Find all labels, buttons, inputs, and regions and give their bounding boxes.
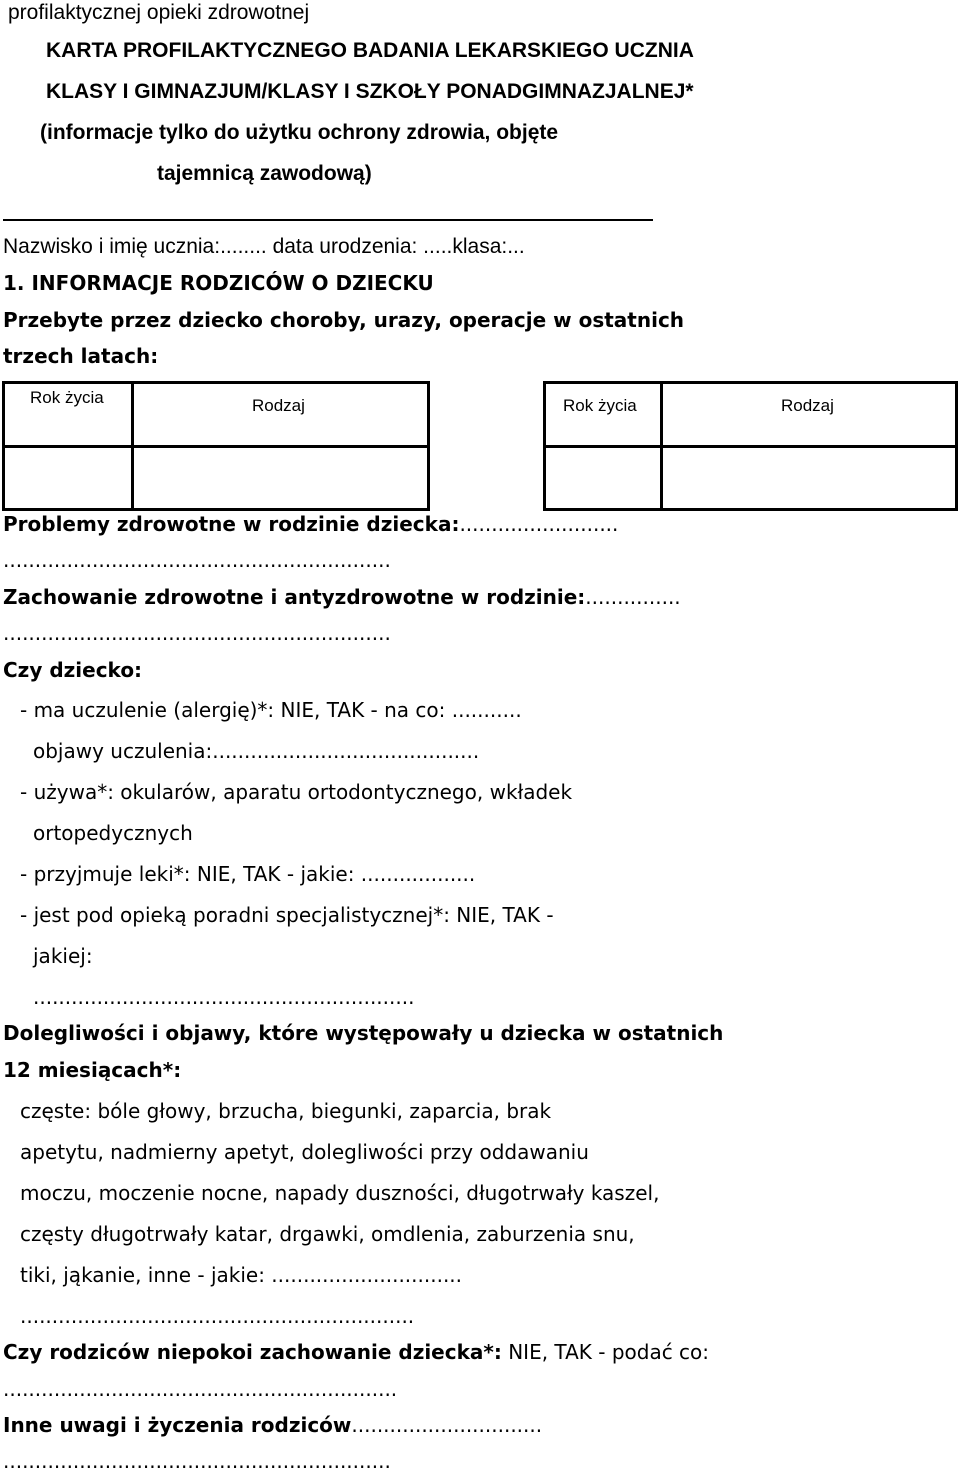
- dots-line: .............................................................: [3, 621, 391, 645]
- behavior-line: [3, 587, 681, 608]
- illness-label-line-2: trzech latach:: [3, 344, 159, 368]
- behavior-value: ...............: [585, 585, 681, 609]
- table-empty-cell[interactable]: [2, 445, 134, 511]
- table-header-cell: [2, 381, 134, 448]
- clinic-line-2: jakiej:: [33, 944, 93, 968]
- table-header-cell: [543, 381, 663, 448]
- col-type-label: Rodzaj: [252, 396, 305, 415]
- complaints-line-2: apetytu, nadmierny apetyt, dolegliwości przy oddawaniu: [20, 1140, 589, 1164]
- complaints-line-3: moczu, moczenie nocne, napady duszności, długotrwały kaszel,: [20, 1181, 660, 1205]
- col-type-label: Rodzaj: [781, 396, 834, 415]
- complaints-line-4: częsty długotrwały katar, drgawki, omdlenia, zaburzenia snu,: [20, 1222, 635, 1246]
- title-line-3: (informacje tylko do użytku ochrony zdrowia, objęte: [40, 121, 559, 144]
- separator-rule: [3, 219, 653, 221]
- worry-line: [3, 1342, 709, 1363]
- complaints-label-line-2: 12 miesiącach*:: [3, 1058, 182, 1082]
- dots-line: .............................................................: [3, 548, 391, 572]
- complaints-line-5: tiki, jąkanie, inne - jakie: ..............................: [20, 1263, 463, 1287]
- worry-dots: ..............................................................: [3, 1377, 398, 1401]
- clinic-line-1: - jest pod opieką poradni specjalistycznej*: NIE, TAK -: [20, 903, 554, 927]
- child-label: Czy dziecko:: [3, 658, 143, 682]
- allergy-symptoms-line: objawy uczulenia:..........................................: [33, 739, 480, 763]
- complaints-label-line-1: Dolegliwości i objawy, które występowały u dziecka w ostatnich: [3, 1021, 724, 1045]
- title-line-1: KARTA PROFILAKTYCZNEGO BADANIA LEKARSKIEGO UCZNIA: [46, 39, 694, 62]
- complaints-dots: ..............................................................: [20, 1304, 415, 1328]
- family-problems-label: Problemy zdrowotne w rodzinie dziecka:: [3, 512, 460, 536]
- behavior-label: Zachowanie zdrowotne i antyzdrowotne w rodzinie:: [3, 585, 586, 609]
- col-year-label: Rok życia: [563, 396, 637, 415]
- illness-label-line-1: Przebyte przez dziecko choroby, urazy, operacje w ostatnich: [3, 308, 685, 332]
- table-empty-cell[interactable]: [543, 445, 663, 511]
- remarks-line: [3, 1415, 542, 1436]
- remarks-value: ..............................: [351, 1413, 543, 1437]
- table-empty-cell[interactable]: [131, 445, 430, 511]
- allergy-line: - ma uczulenie (alergię)*: NIE, TAK - na co: ...........: [20, 698, 522, 722]
- family-problems-value: .........................: [459, 512, 619, 536]
- complaints-line-1: częste: bóle głowy, brzucha, biegunki, zaparcia, brak: [20, 1099, 552, 1123]
- title-line-2: KLASY I GIMNAZJUM/KLASY I SZKOŁY PONADGIMNAZJALNEJ*: [46, 80, 694, 103]
- header-fragment: profilaktycznej opieki zdrowotnej: [8, 1, 310, 24]
- worry-value: NIE, TAK - podać co:: [501, 1340, 710, 1364]
- table-header-cell: [660, 381, 958, 448]
- student-info-line: Nazwisko i imię ucznia:........ data urodzenia: .....klasa:...: [3, 235, 525, 258]
- family-problems-line: [3, 514, 618, 535]
- uses-line-1: - używa*: okularów, aparatu ortodontycznego, wkładek: [20, 780, 573, 804]
- remarks-label: Inne uwagi i życzenia rodziców: [3, 1413, 352, 1437]
- table-empty-cell[interactable]: [660, 445, 958, 511]
- medications-line: - przyjmuje leki*: NIE, TAK - jakie: ..................: [20, 862, 476, 886]
- clinic-dots: ............................................................: [33, 985, 415, 1009]
- section-1-heading: 1. INFORMACJE RODZICÓW O DZIECKU: [3, 271, 434, 295]
- title-line-4: tajemnicą zawodową): [157, 162, 372, 185]
- remarks-dots: .............................................................: [3, 1449, 391, 1473]
- table-header-cell: [131, 381, 430, 448]
- col-year-label: Rok życia: [30, 388, 104, 407]
- uses-line-2: ortopedycznych: [33, 821, 193, 845]
- worry-label: Czy rodziców niepokoi zachowanie dziecka*:: [3, 1340, 502, 1364]
